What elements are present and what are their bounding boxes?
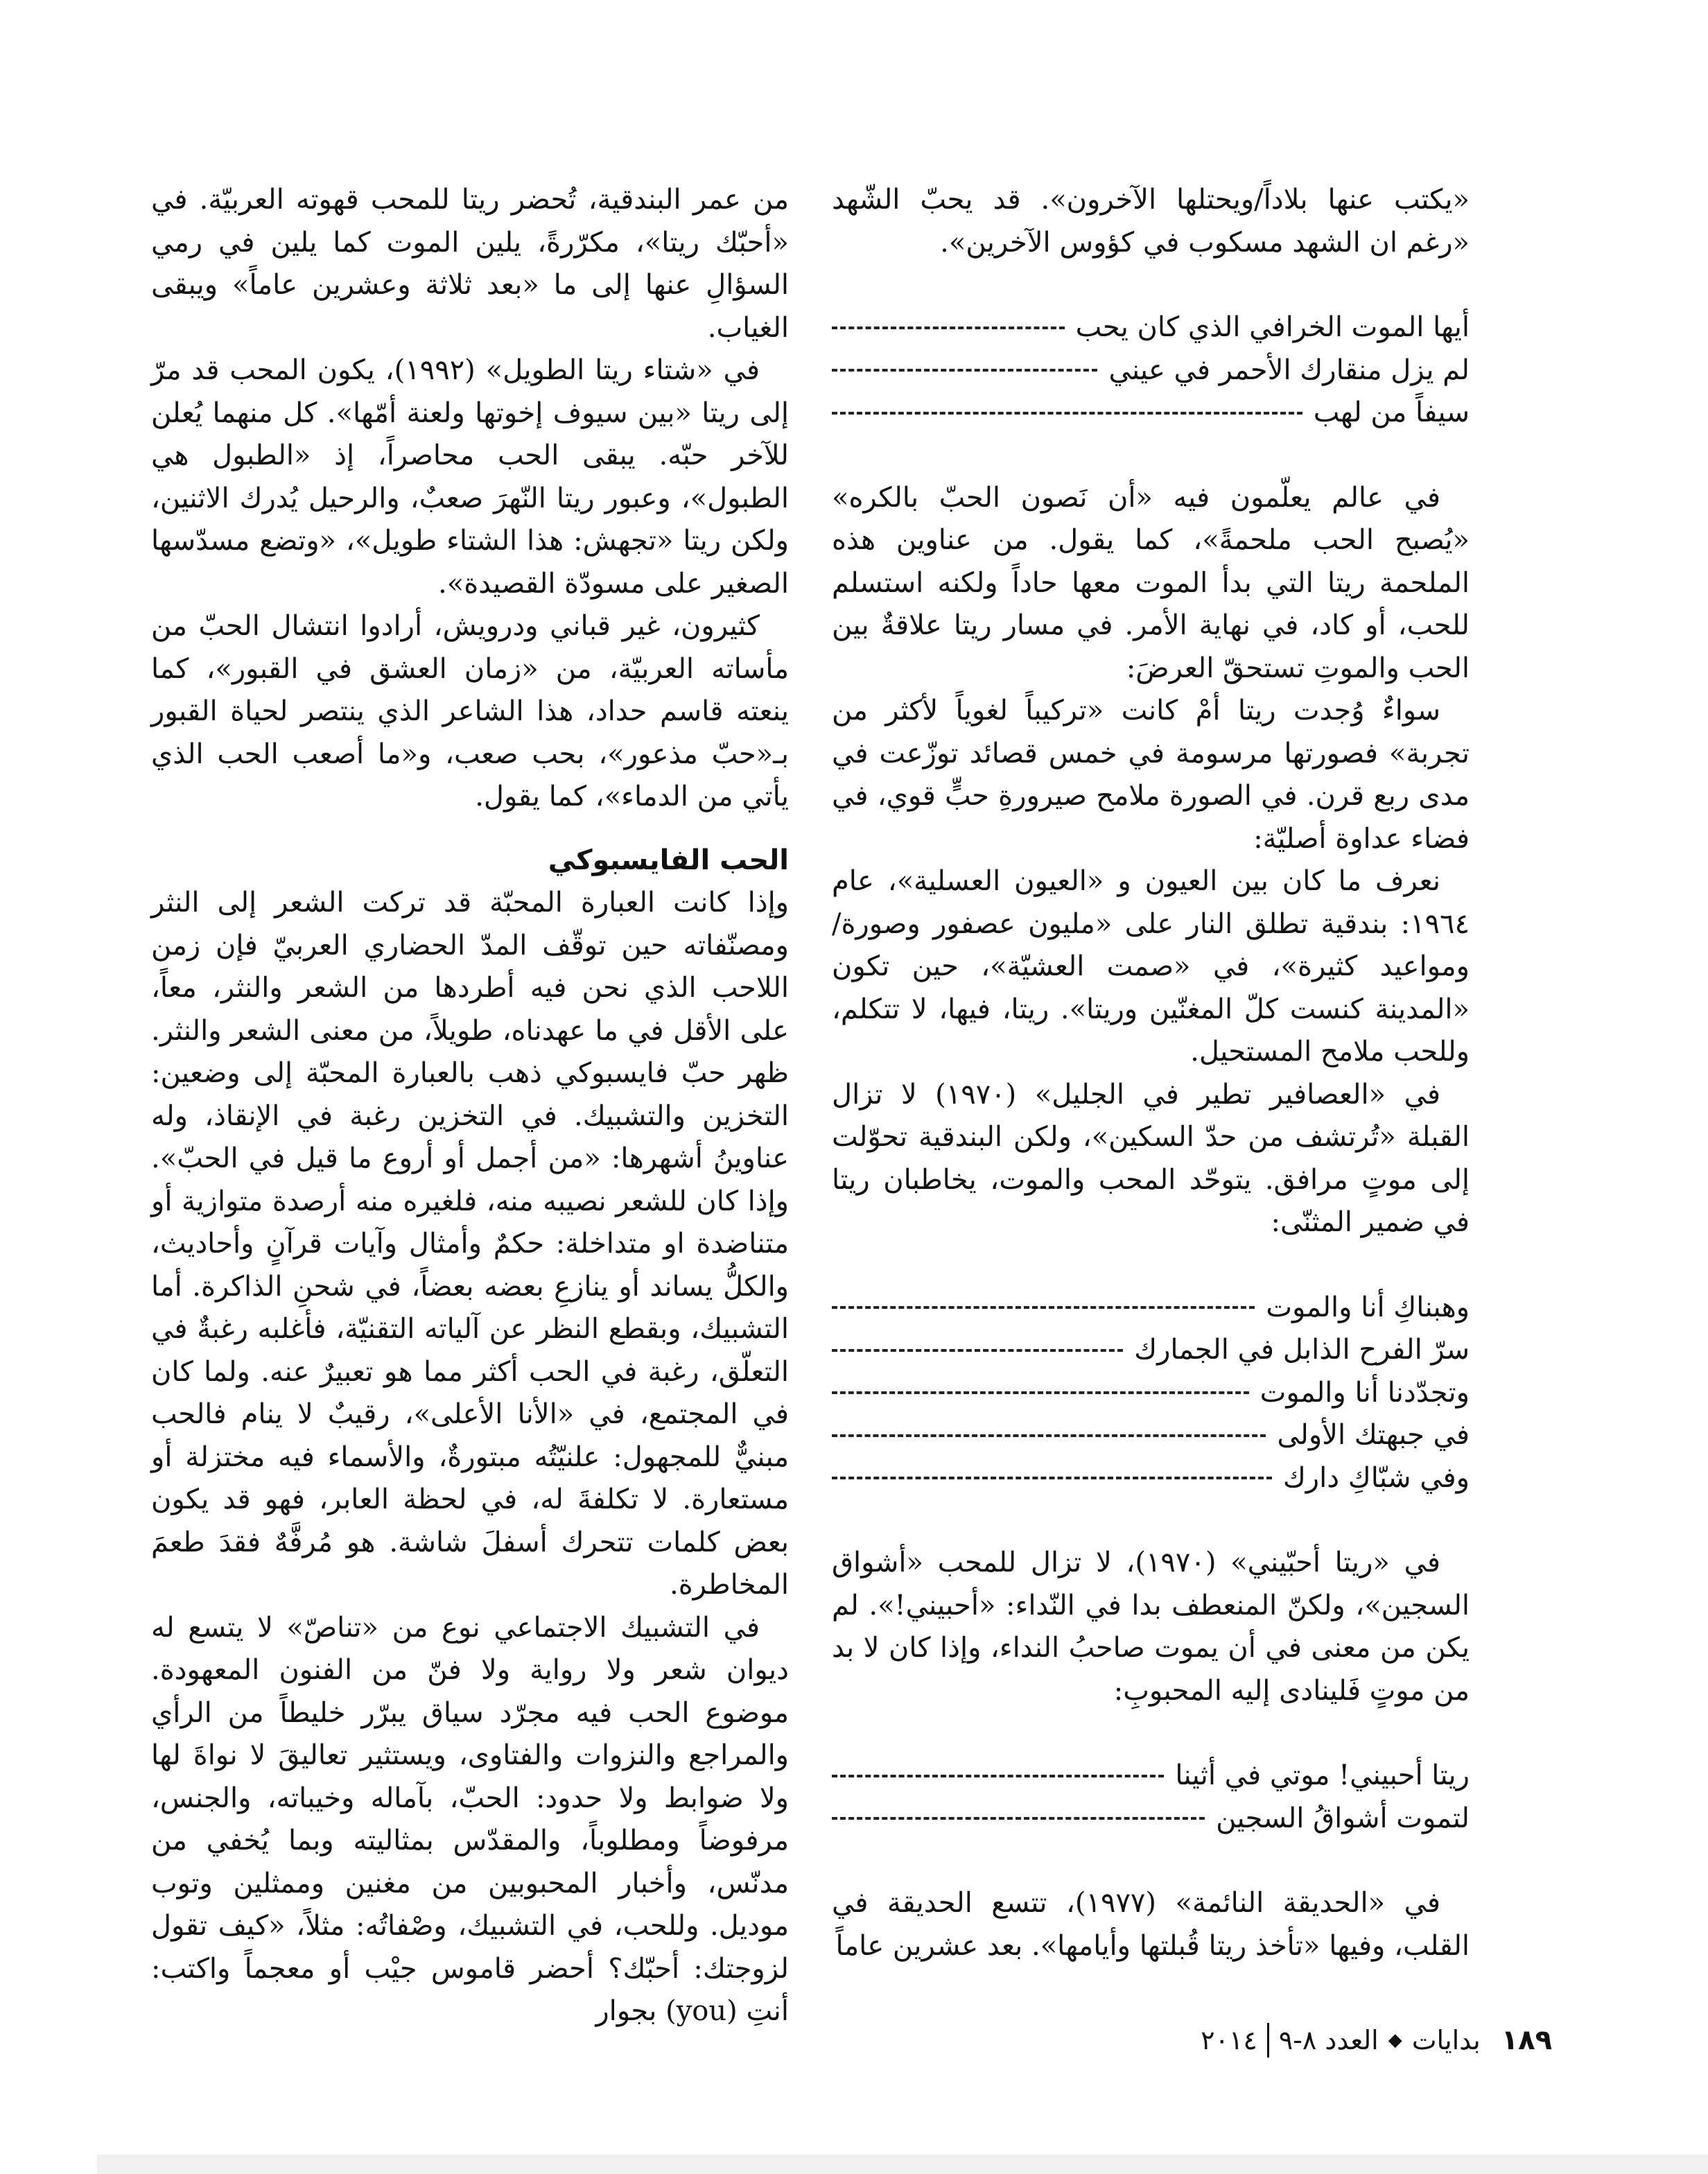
poem-line: سيفاً من لهب bbox=[832, 392, 1470, 435]
poem-line: وهبناكِ أنا والموت bbox=[832, 1287, 1470, 1330]
left-column bbox=[151, 179, 789, 2033]
issue-number: العدد ٨-٩ bbox=[1278, 2025, 1379, 2055]
paragraph: وإذا كانت العبارة المحبّة قد تركت الشعر إلى النثر ومصنّفاته حين توقّف المدّ الحضاري العربيّ فإن زمن اللاحب الذي نحن فيه أطردها من الشعر والنثر، معاً، على الأقل في ما عهدناه، طويلاً، من معنى الشعر والنثر. ظهر حبّ فايسبوكي ذهب بالعبارة المحبّة إلى وضعين: التخزين والتشبيك. في التخزين رغبة في الإنقاذ، وله عناوينُ أشهرها: «من أجمل أو أروع ما قيل في الحبّ». وإذا كان للشعر نصيبه منه، فلغيره منه أرصدة متوازية أو متناضدة او متداخلة: حكمٌ وأمثال وآيات قرآنٍ وأحاديث، والكلُّ يساند أو ينازعِ بعضه بعضاً، في شحنِ الذاكرة. أما التشبيك، وبقطع النظر عن آلياته التقنيّة، فأغلبه رغبةٌ في التعلّق، رغبة في الحب أكثر مما هو تعبيرٌ عنه. ولما كان في المجتمع، في «الأنا الأعلى»، رقيبٌ لا ينام فالحب مبنيٌّ للمجهول: علنيّتُه مبتورةٌ، والأسماء فيه مختزلة أو مستعارة. لا تكلفةَ له، في لحظة العابر، فهو قد يكون بعض كلمات تتحرك أسفلَ شاشة. هو مُرفَّهٌ فقدَ طعمَ المخاطرة. bbox=[151, 887, 790, 1601]
section-heading: الحب الفايسبوكي bbox=[548, 844, 789, 876]
paragraph: في «ريتا أحبّيني» (١٩٧٠)، لا تزال للمحب «أشواق السجين»، ولكنّ المنعطف بدا في النّداء: «أحبيني!». لم يكن من معنى في أن يموت صاحبُ النداء، وإذا كان لا بد من موتٍ فَلينادى إليه المحبوبِ: bbox=[832, 1547, 1470, 1707]
poem-line: سرّ الفرح الذابل في الجمارك bbox=[832, 1329, 1470, 1372]
year: ٢٠١٤ bbox=[1201, 2025, 1257, 2055]
page-number: ١٨٩ bbox=[1501, 2024, 1552, 2056]
poem-line: أيها الموت الخرافي الذي كان يحب bbox=[832, 306, 1470, 349]
poem-block bbox=[832, 1755, 1470, 1840]
paragraph: في التشبيك الاجتماعي نوع من «تناصّ» لا يتسع له ديوان شعر ولا رواية ولا فنّ من الفنون المعهودة. موضوع الحب فيه مجرّد سياق يبرّر خليطاً من الرأي والمراجع والنزوات والفتاوى، ويستثير تعاليقَ لا نواةَ لها ولا ضوابط ولا حدود: الحبّ، بآماله وخيباته، والجنس، مرفوضاً ومطلوباً، والمقدّس بمثاليته وبما يُخفي من مدنّس، وأخبار المحبوبين من مغنين وممثلين وتوب موديل. وللحب، في التشبيك، وصْفاتُه: مثلاً، «كيف تقول لزوجتك: أحبّك؟ أحضر قاموس جيْب أو معجماً واكتب: أنتِ (you) بجوار bbox=[151, 1611, 789, 2027]
paragraph: في «الحديقة النائمة» (١٩٧٧)، تتسع الحديقة في القلب، وفيها «تأخذ ريتا قُبلتها وأيامها». بعد عشرين عاماً bbox=[832, 1887, 1470, 1962]
poem-block bbox=[832, 1287, 1470, 1500]
scan-edge bbox=[97, 2155, 1708, 2174]
poem-line: وفي شبّاكِ دارك bbox=[832, 1457, 1470, 1500]
poem-line: ريتا أحبيني! موتي في أثينا bbox=[832, 1755, 1470, 1798]
paragraph: كثيرون، غير قباني ودرويش، أرادوا انتشال الحبّ من مأساته العربيّة، من «زمان العشق في القبور»، كما ينعته قاسم حداد، هذا الشاعر الذي ينتصر لحياة القبور بـ«حبّ مذعور»، بحب صعب، و«ما أصعب الحب الذي يأتي من الدماء»، كما يقول. bbox=[151, 610, 789, 812]
paragraph: في عالم يعلّمون فيه «أن نَصون الحبّ بالكره» «يُصبح الحب ملحمةً»، كما يقول. من عناوين هذه الملحمة ريتا التي بدأ الموت معها حاداً ولكنه استسلم للحب، أو كاد، في نهاية الأمر. في مسار ريتا علاقةٌ بين الحب والموتِ تستحقّ العرضَ: bbox=[832, 481, 1470, 684]
poem-line: في جبهتك الأولى bbox=[832, 1414, 1470, 1457]
paragraph: «يكتب عنها بلاداً/ويحتلها الآخرون». قد يحبّ الشّهد «رغم ان الشهد مسكوب في كؤوس الآخرين». bbox=[832, 184, 1470, 259]
diamond-icon: ◆ bbox=[1388, 2030, 1402, 2051]
paragraph: نعرف ما كان بين العيون و «العيون العسلية»، عام ١٩٦٤: بندقية تطلق النار على «مليون عصفور وصورة/ومواعيد كثيرة»، في «صمت العشيّة»، حين تكون «المدينة كنست كلّ المغنّين وريتا». ريتا، فيها، لا تتكلم، وللحب ملامح المستحيل. bbox=[832, 865, 1470, 1068]
poem-block bbox=[832, 306, 1470, 435]
separator bbox=[1267, 2023, 1269, 2058]
right-column bbox=[832, 179, 1470, 1967]
page-footer bbox=[1201, 2023, 1552, 2058]
paragraph: في «العصافير تطير في الجليل» (١٩٧٠) لا تزال القبلة «تُرتشف من حدّ السكين»، ولكن البندقية تحوّلت إلى موتٍ مرافق. يتوحّد المحب والموت، يخاطبان ريتا في ضمير المثنّى: bbox=[832, 1078, 1470, 1238]
paragraph: من عمر البندقية، تُحضر ريتا للمحب قهوته العربيّة. في «أحبّك ريتا»، مكرّرةً، يلين الموت كما يلين في رمي السؤالِ عنها إلى ما «بعد ثلاثة وعشرين عاماً» ويبقى الغياب. bbox=[151, 184, 789, 344]
poem-line: لم يزل منقارك الأحمر في عيني bbox=[832, 349, 1470, 392]
poem-line: لتموت أشواقُ السجين bbox=[832, 1798, 1470, 1841]
poem-line: وتجدّدنا أنا والموت bbox=[832, 1372, 1470, 1415]
journal-name: بدايات bbox=[1411, 2025, 1481, 2055]
paragraph: في «شتاء ريتا الطويل» (١٩٩٢)، يكون المحب قد مرّ إلى ريتا «بين سيوف إخوتها ولعنة أمّها». كل منهما يُعلن للآخر حبّه. يبقى الحب محاصراً، إذ «الطبول هي الطبول»، وعبور ريتا النّهرَ صعبٌ، والرحيل يُدرك الاثنين، ولكن ريتا «تجهش: هذا الشتاء طويل»، «وتضع مسدّسها الصغير على مسودّة القصيدة». bbox=[151, 354, 789, 600]
paragraph: سواءٌ وُجدت ريتا أمْ كانت «تركيباً لغوياً لأكثر من تجربة» فصورتها مرسومة في خمس قصائد توزّعت في مدى ربع قرن. في الصورة ملامح صيرورةِ حبٍّ قوي، في فضاء عداوة أصليّة: bbox=[832, 695, 1470, 855]
